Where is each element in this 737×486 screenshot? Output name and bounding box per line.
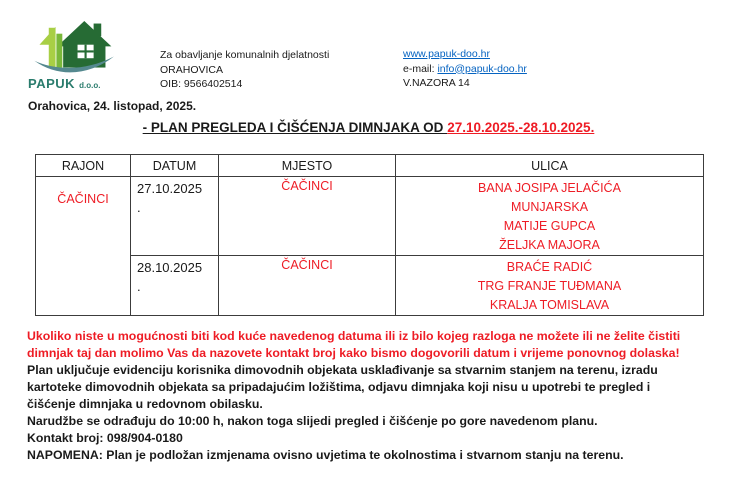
oib-line: OIB: 9566402514 xyxy=(160,78,243,90)
contact-info-block xyxy=(403,47,527,91)
header-rajon: RAJON xyxy=(36,155,131,177)
note-line: Narudžbe se odrađuju do 10:00 h, nakon toga slijedi pregled i čišćenje po gore navedenom planu. xyxy=(27,414,598,428)
contact-number-line: Kontakt broj: 098/904-0180 xyxy=(27,431,183,445)
address-line: V.NAZORA 14 xyxy=(403,77,470,89)
note-line: Plan uključuje evidenciju korisnika dimovodnih objekata usklađivanje sa stvarnim stanjem na terenu, izradu xyxy=(27,363,658,377)
rajon-cell: ČAČINCI xyxy=(36,177,131,316)
company-info-block xyxy=(160,48,329,92)
header-datum: DATUM xyxy=(131,155,219,177)
activity-line: Za obavljanje komunalnih djelatnosti xyxy=(160,49,330,61)
papuk-logo xyxy=(28,10,132,91)
napomena-line: NAPOMENA: Plan je podložan izmjenama ovisno uvjetima te okolnostima i stvarnom stanju na terenu. xyxy=(27,448,624,462)
street-item: TRG FRANJE TUĐMANA xyxy=(477,279,622,293)
ulica-cell xyxy=(396,256,704,316)
company-suffix: d.o.o. xyxy=(79,81,101,90)
mjesto-cell: ČAČINCI xyxy=(219,177,396,256)
street-item: ŽELJKA MAJORA xyxy=(499,238,600,252)
street-item: BRAĆE RADIĆ xyxy=(506,260,593,274)
header-ulica: ULICA xyxy=(396,155,704,177)
street-item: BANA JOSIPA JELAČIĆA xyxy=(478,181,621,195)
mjesto-cell: ČAČINCI xyxy=(219,256,396,316)
datum-cell: 27.10.2025 . xyxy=(131,177,219,256)
plan-table xyxy=(35,154,704,316)
street-item: MUNJARSKA xyxy=(510,200,589,214)
street-item: MATIJE GUPCA xyxy=(503,219,596,233)
ulica-cell xyxy=(396,177,704,256)
note-line: Ukoliko niste u mogućnosti biti kod kuće navedenog datuma ili iz bilo kojeg razloga ne možete ili ne želite čistiti xyxy=(27,329,681,343)
header-mjesto: MJESTO xyxy=(219,155,396,177)
email-label: e-mail: xyxy=(403,62,438,75)
document-title xyxy=(0,120,737,135)
table-header-row xyxy=(36,155,704,177)
city-line: ORAHOVICA xyxy=(160,63,224,76)
note-line: kartoteke dimovodnih objekata sa pripadajućim ložištima, odjavu dimnjaka koji nisu u upotrebi te pregled i xyxy=(27,380,651,394)
document-date: Orahovica, 24. listopad, 2025. xyxy=(28,99,197,113)
datum-cell: 28.10.2025 . xyxy=(131,256,219,316)
email-link[interactable]: info@papuk-doo.hr xyxy=(437,62,527,75)
house-icon xyxy=(28,10,122,76)
company-name: PAPUK xyxy=(28,76,76,91)
note-line: dimnjak taj dan molimo Vas da nazovete kontakt broj kako bismo dogovorili datum i vrijeme ponovnog dolaska! xyxy=(27,346,680,360)
website-link[interactable]: www.papuk-doo.hr xyxy=(403,48,490,60)
table-row xyxy=(36,177,704,256)
notes-block xyxy=(27,328,680,464)
title-text: - PLAN PREGLEDA I ČIŠĆENJA DIMNJAKA OD xyxy=(142,120,448,135)
note-line: čišćenje dimnjaka u redovnom obilasku. xyxy=(27,397,263,411)
table-row xyxy=(36,256,704,316)
company-wordmark xyxy=(28,76,132,91)
street-item: KRALJA TOMISLAVA xyxy=(489,298,610,312)
title-date-range: 27.10.2025.-28.10.2025. xyxy=(447,120,595,135)
